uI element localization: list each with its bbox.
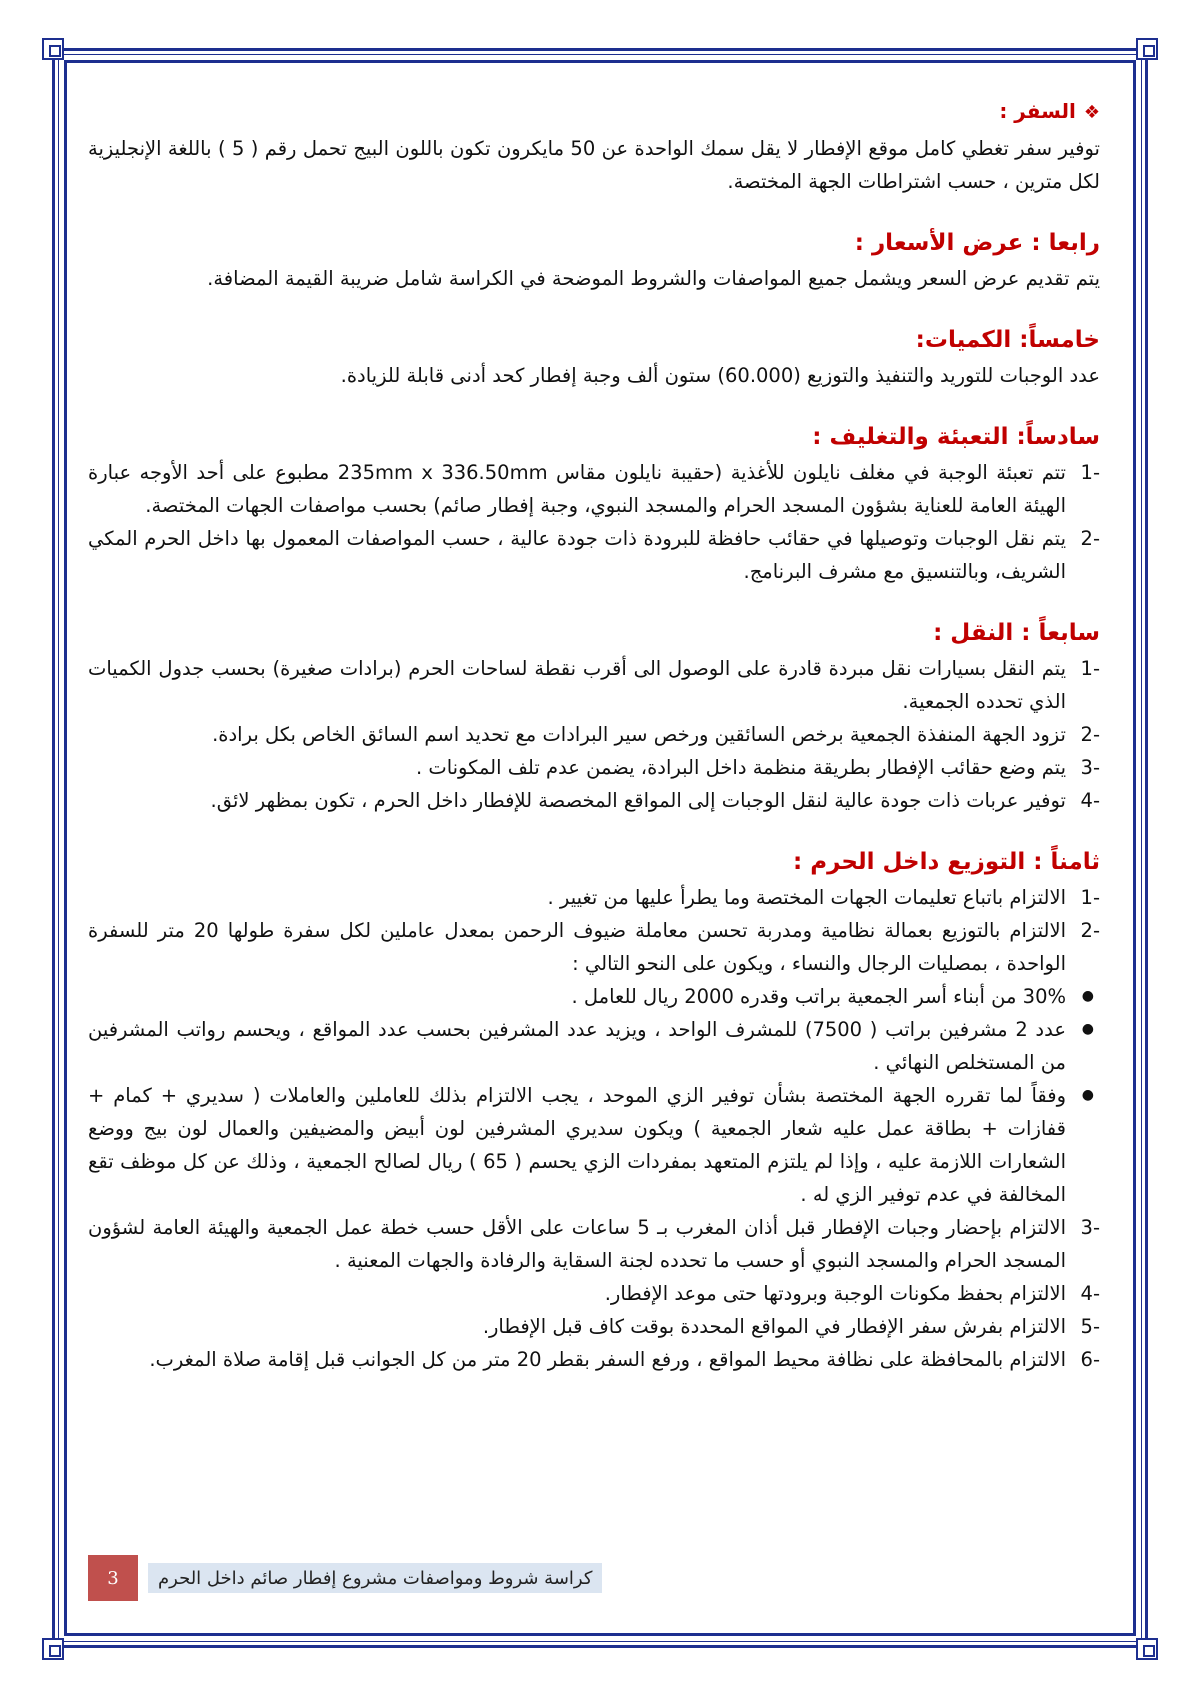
list-item <box>88 1277 1100 1310</box>
list-item <box>88 914 1100 980</box>
list-item <box>88 881 1100 914</box>
section7-heading: سابعاً : النقل : <box>933 620 1100 646</box>
diamond-bullet-icon: ❖ <box>1083 102 1100 123</box>
document-body <box>88 92 1100 1376</box>
item-text: يتم نقل الوجبات وتوصيلها في حقائب حافظة للبرودة ذات جودة عالية ، حسب المواصفات المعمول بها داخل الحرم المكي الشريف، وبالتنسيق مع مشرف البرنامج. <box>88 527 1066 583</box>
section4-text: يتم تقديم عرض السعر ويشمل جميع المواصفات والشروط الموضحة في الكراسة شامل ضريبة القيمة المضافة. <box>207 267 1100 290</box>
item-number: -4 <box>1080 1282 1100 1305</box>
section8-heading: ثامناً : التوزيع داخل الحرم : <box>793 849 1100 875</box>
bullet-text: 30% من أبناء أسر الجمعية براتب وقدره 2000 ريال للعامل . <box>571 985 1066 1008</box>
list-item <box>88 522 1100 588</box>
item-number: -1 <box>1080 657 1100 680</box>
section6-heading: سادساً: التعبئة والتغليف : <box>812 424 1100 450</box>
section7-list <box>88 652 1100 817</box>
item-number: -5 <box>1080 1315 1100 1338</box>
bullet-text: عدد 2 مشرفين براتب ( 7500) للمشرف الواحد ، ويزيد عدد المشرفين بحسب عدد المواقع ، ويحسم رواتب المشرفين من المستخلص النهائي . <box>88 1018 1066 1074</box>
list-item <box>88 1343 1100 1376</box>
travel-text: توفير سفر تغطي كامل موقع الإفطار لا يقل سمك الواحدة عن 50 مايكرون تكون باللون البيج تحمل رقم ( 5 ) باللغة الإنجليزية لكل مترين ، حسب اشتراطات الجهة المختصة. <box>88 137 1100 193</box>
item-text: الالتزام بإحضار وجبات الإفطار قبل أذان المغرب بـ 5 ساعات على الأقل حسب خطة عمل الجمعية والهيئة العامة لشؤون المسجد الحرام والمسجد النبوي أو حسب ما تحدده لجنة السقاية والرفادة والجهات المعنية . <box>88 1216 1066 1272</box>
item-text: يتم وضع حقائب الإفطار بطريقة منظمة داخل البرادة، يضمن عدم تلف المكونات . <box>415 756 1066 779</box>
item-text: توفير عربات ذات جودة عالية لنقل الوجبات إلى المواقع المخصصة للإفطار داخل الحرم ، تكون بمظهر لائق. <box>210 789 1066 812</box>
section8-list-a <box>88 881 1100 980</box>
item-number: -4 <box>1080 789 1100 812</box>
item-number: -2 <box>1080 527 1100 550</box>
section4-heading: رابعا : عرض الأسعار : <box>854 230 1100 256</box>
item-number: -3 <box>1080 1216 1100 1239</box>
list-item <box>88 784 1100 817</box>
item-number: -3 <box>1080 756 1100 779</box>
page-footer <box>88 1555 608 1601</box>
bullet-dot-icon: ● <box>1081 988 1094 1004</box>
item-text: تتم تعبئة الوجبة في مغلف نايلون للأغذية (حقيبة نايلون مقاس 235mm x 336.50mm مطبوع على أحد الأوجه عبارة الهيئة العامة للعناية بشؤون المسجد الحرام والمسجد النبوي، وجبة إفطار صائم) بحسب مواصفات الجهات المختصة. <box>88 461 1066 517</box>
item-number: -2 <box>1080 723 1100 746</box>
bullet-dot-icon: ● <box>1081 1087 1094 1103</box>
list-item <box>88 718 1100 751</box>
travel-title: السفر : <box>999 99 1076 123</box>
list-item <box>88 1211 1100 1277</box>
corner-ornament-top-left <box>42 38 64 60</box>
section8-list-b <box>88 1211 1100 1376</box>
item-number: -1 <box>1080 461 1100 484</box>
footer-title: كراسة شروط ومواصفات مشروع إفطار صائم داخل الحرم <box>148 1563 602 1593</box>
section5-heading: خامساً: الكميات: <box>915 327 1100 353</box>
section8-bullets <box>88 980 1100 1211</box>
item-text: يتم النقل بسيارات نقل مبردة قادرة على الوصول الى أقرب نقطة لساحات الحرم (برادات صغيرة) بحسب جدول الكميات الذي تحدده الجمعية. <box>88 657 1066 713</box>
item-text: الالتزام بفرش سفر الإفطار في المواقع المحددة بوقت كاف قبل الإفطار. <box>482 1315 1066 1338</box>
page-number: 3 <box>88 1555 138 1601</box>
bullet-item <box>88 1079 1100 1211</box>
list-item <box>88 1310 1100 1343</box>
corner-ornament-bottom-right <box>1136 1638 1158 1660</box>
item-text: الالتزام بالمحافظة على نظافة محيط المواقع ، ورفع السفر بقطر 20 متر من كل الجوانب قبل إقامة صلاة المغرب. <box>149 1348 1066 1371</box>
item-text: تزود الجهة المنفذة الجمعية برخص السائقين ورخص سير البرادات مع تحديد اسم السائق الخاص بكل برادة. <box>212 723 1066 746</box>
item-number: -2 <box>1080 919 1100 942</box>
bullet-item <box>88 1013 1100 1079</box>
item-number: -6 <box>1080 1348 1100 1371</box>
item-text: الالتزام بحفظ مكونات الوجبة وبرودتها حتى موعد الإفطار. <box>604 1282 1066 1305</box>
section6-list <box>88 456 1100 588</box>
item-text: الالتزام بالتوزيع بعمالة نظامية ومدربة تحسن معاملة ضيوف الرحمن بمعدل عاملين لكل سفرة طولها 20 متر للسفرة الواحدة ، بمصليات الرجال والنساء ، ويكون على النحو التالي : <box>88 919 1066 975</box>
corner-ornament-bottom-left <box>42 1638 64 1660</box>
bullet-item <box>88 980 1100 1013</box>
list-item <box>88 652 1100 718</box>
item-text: الالتزام باتباع تعليمات الجهات المختصة وما يطرأ عليها من تغيير . <box>547 886 1066 909</box>
bullet-text: وفقاً لما تقرره الجهة المختصة بشأن توفير الزي الموحد ، يجب الالتزام بذلك للعاملين والعاملات ( سديري + كمام + قفازات + بطاقة عمل عليه شعار الجمعية ) ويكون سديري المشرفين لون أبيض والمضيفين والعمال لون بيج ووضع الشعارات اللازمة عليه ، وإذا لم يلتزم المتعهد بمفردات الزي يحسم ( 65 ) ريال لصالح الجمعية ، وذلك عن كل موظف تقع المخالفة في عدم توفير الزي له . <box>88 1084 1066 1206</box>
bullet-dot-icon: ● <box>1081 1021 1094 1037</box>
travel-heading <box>88 92 1100 132</box>
section5-text: عدد الوجبات للتوريد والتنفيذ والتوزيع (60.000) ستون ألف وجبة إفطار كحد أدنى قابلة للزيادة. <box>340 364 1100 387</box>
corner-ornament-top-right <box>1136 38 1158 60</box>
list-item <box>88 456 1100 522</box>
list-item <box>88 751 1100 784</box>
item-number: -1 <box>1080 886 1100 909</box>
